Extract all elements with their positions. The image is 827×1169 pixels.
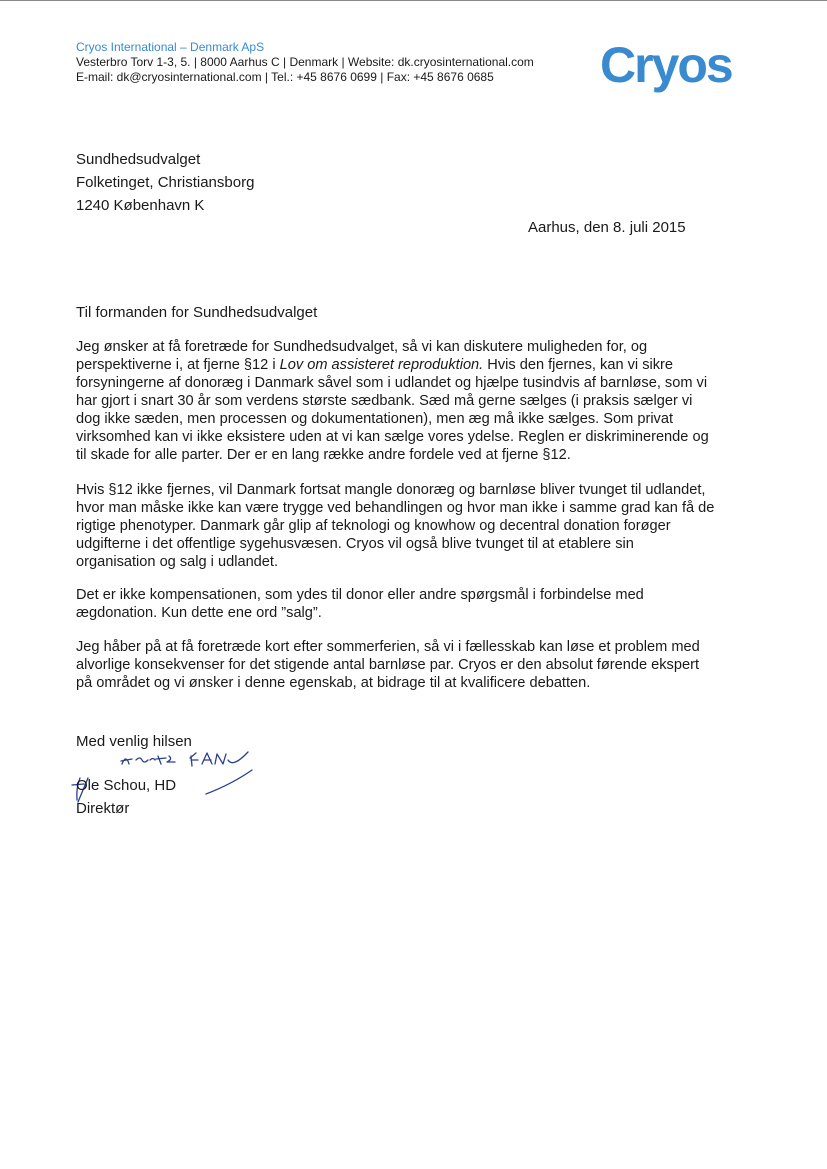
letterhead-address: Vesterbro Torv 1-3, 5. | 8000 Aarhus C | Denmark | Website: dk.cryosinternational.com (76, 55, 534, 69)
text-line (76, 356, 756, 374)
paragraph-2 (76, 481, 756, 571)
text-line: Jeg håber på at få foretræde kort efter sommerferien, så vi i fællesskab kan løse et problem med (76, 639, 700, 655)
text-line: dog ikke sæden, men processen og dokumentationen), men æg må ikke sælges. Som privat (76, 411, 674, 427)
text-line: rigtige phenotyper. Danmark går glip af teknologi og knowhow og decentral donation forøger (76, 518, 671, 534)
letterhead-company: Cryos International – Denmark ApS (76, 40, 265, 54)
text-line: på området og vi ønsker i denne egenskab, at bidrage til at kvalificere debatten. (76, 675, 591, 691)
paragraph-4 (76, 638, 756, 692)
letter-date: Aarhus, den 8. juli 2015 (528, 219, 686, 236)
text-run: Hvis den fjernes, kan vi sikre (483, 357, 674, 373)
law-title: Lov om assisteret reproduktion. (279, 357, 484, 373)
text-run: perspektiverne i, at fjerne §12 i (76, 357, 280, 373)
salutation: Til formanden for Sundhedsudvalget (76, 304, 318, 321)
cryos-logo-text: Cryos (600, 38, 732, 93)
top-border (0, 0, 827, 1)
closing: Med venlig hilsen (76, 733, 192, 750)
signer-title: Direktør (76, 800, 130, 817)
text-line: hvor man måske ikke kan være trygge ved behandlingen og hvor man ikke i samme grad kan få de (76, 500, 715, 516)
text-line: alvorlige konsekvenser for det stigende antal barnløse par. Cryos er den absolut førende ekspert (76, 657, 700, 673)
text-line: virksomhed kan vi ikke eksistere uden at vi kan sælge vores ydelse. Reglen er diskriminerende og (76, 429, 709, 445)
text-line: Jeg ønsker at få foretræde for Sundhedsudvalget, så vi kan diskutere muligheden for, og (76, 339, 648, 355)
recipient-line: Folketinget, Christiansborg (76, 174, 255, 191)
letterhead (76, 40, 596, 85)
text-line: organisation og salg i udlandet. (76, 554, 279, 570)
paragraph-1 (76, 338, 756, 464)
signer-name: Ole Schou, HD (76, 777, 177, 794)
text-line: Hvis §12 ikke fjernes, vil Danmark fortsat mangle donoræg og barnløse bliver tvunget til udlandet, (76, 482, 706, 498)
recipient-address (76, 148, 254, 217)
text-line: har gjort i snart 30 år som verdens største sædbank. Sæd må gerne sælges (i praksis sælger vi (76, 393, 693, 409)
text-line: til skade for alle parter. Der er en lang række andre fordele ved at fjerne §12. (76, 447, 571, 463)
letterhead-contact: E-mail: dk@cryosinternational.com | Tel.: +45 8676 0699 | Fax: +45 8676 0685 (76, 70, 494, 84)
text-line: udgifterne i det offentlige sygehusvæsen. Cryos vil også blive tvunget til at etablere sin (76, 536, 634, 552)
cryos-logo (600, 38, 750, 94)
paragraph-3 (76, 586, 756, 622)
text-line: forsyningerne af donoræg i Danmark såvel som i udlandet og hjælpe tusindvis af barnløse, som vi (76, 375, 708, 391)
recipient-line: Sundhedsudvalget (76, 151, 201, 168)
text-line: Det er ikke kompensationen, som ydes til donor eller andre spørgsmål i forbindelse med (76, 587, 644, 603)
recipient-line: 1240 København K (76, 197, 205, 214)
text-line: ægdonation. Kun dette ene ord ”salg”. (76, 605, 322, 621)
